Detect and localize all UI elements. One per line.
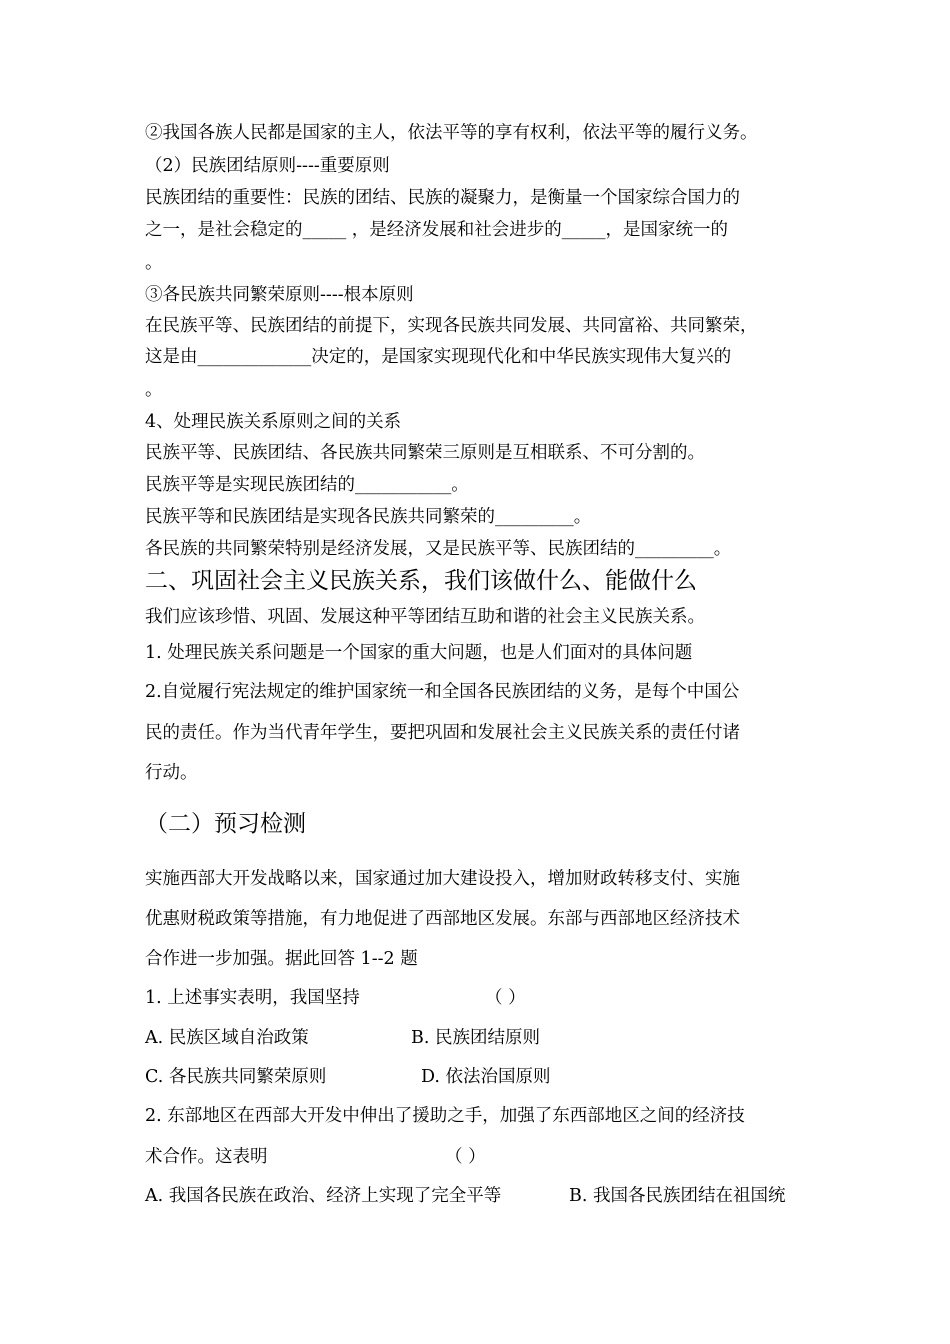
text-line: 这是由_____________决定的，是国家实现现代化和中华民族实现伟大复兴的 bbox=[145, 347, 732, 367]
text-line: 民族平等和民族团结是实现各民族共同繁荣的_________。 bbox=[145, 507, 592, 527]
text-line: 2.自觉履行宪法规定的维护国家统一和全国各民族团结的义务，是每个中国公 bbox=[145, 682, 740, 702]
option-d: D. 依法治国原则 bbox=[421, 1067, 551, 1087]
text-line: 民的责任。作为当代青年学生，要把巩固和发展社会主义民族关系的责任付诸 bbox=[145, 723, 740, 743]
text-line: 各民族的共同繁荣特别是经济发展，又是民族平等、民族团结的_________。 bbox=[145, 539, 732, 559]
options-row bbox=[145, 1026, 820, 1050]
text-line: ③各民族共同繁荣原则----根本原则 bbox=[145, 285, 414, 305]
text-line: 我们应该珍惜、巩固、发展这种平等团结互助和谐的社会主义民族关系。 bbox=[145, 607, 705, 627]
text-line: 。 bbox=[145, 253, 163, 273]
subsection-heading: （二）预习检测 bbox=[145, 811, 306, 837]
option-a: A. 民族区域自治政策 bbox=[145, 1028, 309, 1048]
text-line: 1. 处理民族关系问题是一个国家的重大问题，也是人们面对的具体问题 bbox=[145, 643, 693, 663]
text-line: 民族平等是实现民族团结的___________。 bbox=[145, 475, 469, 495]
text-line: 4、处理民族关系原则之间的关系 bbox=[145, 412, 402, 432]
text-line: 民族平等、民族团结、各民族共同繁荣三原则是互相联系、不可分割的。 bbox=[145, 443, 705, 463]
options-row bbox=[145, 1065, 820, 1089]
text-line: 优惠财税政策等措施，有力地促进了西部地区发展。东部与西部地区经济技术 bbox=[145, 909, 740, 929]
question-2: 2. 东部地区在西部大开发中伸出了援助之手，加强了东西部地区之间的经济技 bbox=[145, 1106, 745, 1126]
text-line: 在民族平等、民族团结的前提下，实现各民族共同发展、共同富裕、共同繁荣， bbox=[145, 316, 758, 336]
question-1 bbox=[145, 986, 820, 1010]
options-row bbox=[145, 1184, 820, 1208]
text-line: ②我国各族人民都是国家的主人，依法平等的享有权利，依法平等的履行义务。 bbox=[145, 123, 758, 143]
question-stem: 1. 上述事实表明，我国坚持 bbox=[145, 988, 360, 1008]
option-b: B. 民族团结原则 bbox=[411, 1028, 540, 1048]
option-b: B. 我国各民族团结在祖国统 bbox=[569, 1186, 786, 1206]
text-line: 行动。 bbox=[145, 763, 198, 783]
question-2-cont bbox=[145, 1145, 820, 1169]
text-line: 合作进一步加强。据此回答 1--2 题 bbox=[145, 949, 418, 969]
option-a: A. 我国各民族在政治、经济上实现了完全平等 bbox=[145, 1186, 502, 1206]
text-line: 实施西部大开发战略以来，国家通过加大建设投入，增加财政转移支付、实施 bbox=[145, 869, 740, 889]
text-line: 民族团结的重要性：民族的团结、民族的凝聚力，是衡量一个国家综合国力的 bbox=[145, 188, 740, 208]
question-stem: 术合作。这表明 bbox=[145, 1147, 268, 1167]
answer-bracket: （ ） bbox=[485, 988, 526, 1008]
text-line: 之一，是社会稳定的_____ ，是经济发展和社会进步的_____，是国家统一的 bbox=[145, 220, 729, 240]
text-line: （2）民族团结原则----重要原则 bbox=[145, 156, 390, 176]
answer-bracket: （ ） bbox=[445, 1147, 486, 1167]
option-c: C. 各民族共同繁荣原则 bbox=[145, 1067, 327, 1087]
section-heading: 二、巩固社会主义民族关系，我们该做什么、能做什么 bbox=[145, 568, 697, 594]
text-line: 。 bbox=[145, 380, 163, 400]
